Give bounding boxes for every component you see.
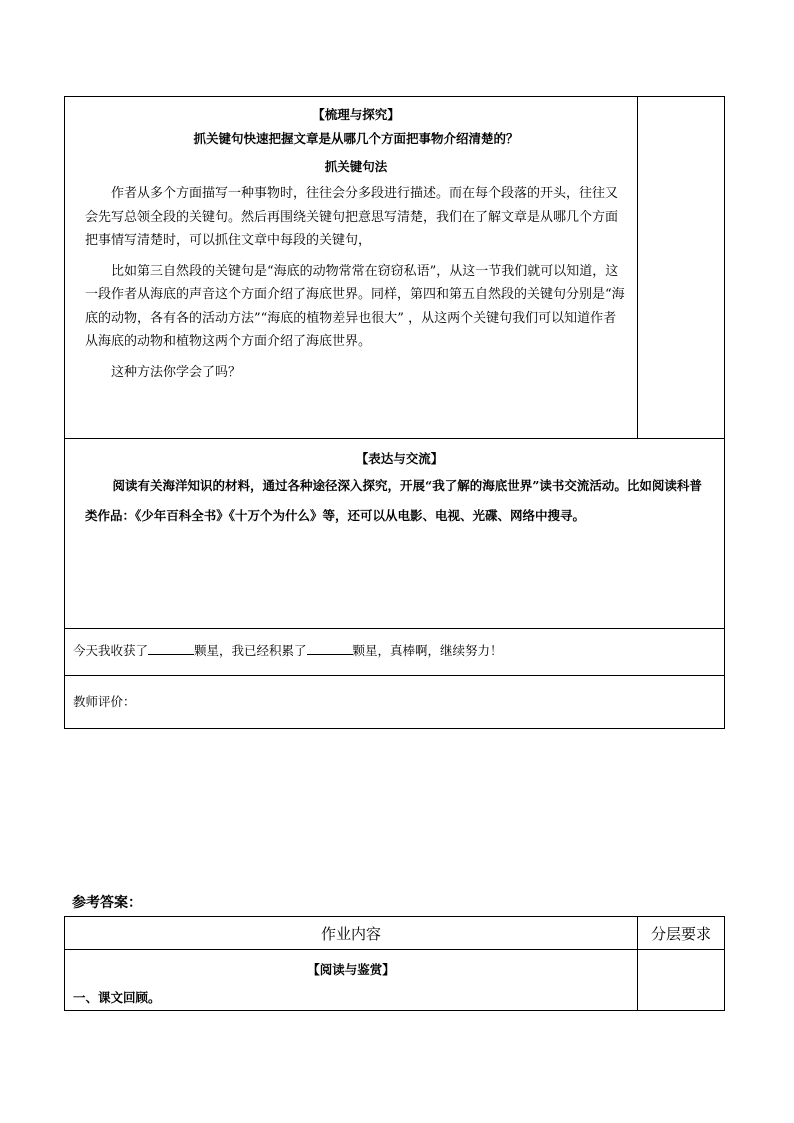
explore-section	[65, 97, 638, 439]
stars-text-1: 今天我收获了	[73, 643, 149, 658]
method-paragraph-2: 比如第三自然段的关键句是“海底的动物常常在窃窃私语”，从这一节我们就可以知道，这一段作者从海底的声音这个方面介绍了海底世界。同样，第四和第五自然段的关键句分别是“海底的动物，各有各的活动方法”“海底的植物差异也很大” ，从这两个关键句我们可以知道作者从海底的动物和植物这两个方面介绍了海底世界。	[85, 263, 625, 349]
answers-content-cell	[65, 950, 638, 1011]
stars-row	[65, 629, 725, 676]
stars-earned-blank[interactable]	[148, 642, 194, 655]
teacher-eval-row	[65, 676, 725, 729]
stars-text-2: 颗星，我已经积累了	[194, 643, 307, 658]
worksheet-table	[64, 96, 725, 729]
reading-heading: 【阅读与鉴赏】	[307, 962, 395, 977]
answers-table	[64, 916, 725, 1011]
answers-label: 参考答案：	[72, 895, 142, 911]
requirement-cell	[638, 97, 725, 439]
teacher-eval-label: 教师评价：	[73, 694, 136, 709]
method-title: 抓关键句法	[324, 159, 388, 174]
explore-question: 抓关键句快速把握文章是从哪几个方面把事物介绍清楚的？	[193, 131, 519, 146]
explore-heading: 【梳理与探究】	[312, 107, 400, 122]
col-requirement-header: 分层要求	[638, 917, 725, 950]
review-item: 一、课文回顾。	[73, 990, 161, 1005]
answers-requirement-cell	[638, 950, 725, 1011]
express-section	[65, 439, 725, 629]
col-content-header: 作业内容	[65, 917, 638, 950]
express-paragraph: 阅读有关海洋知识的材料，通过各种途径深入探究，开展“我了解的海底世界”读书交流活动。比如阅读科普类作品：《少年百科全书》《十万个为什么》等，还可以从电影、电视、光碟、网络中搜寻。	[85, 478, 702, 523]
method-paragraph-1: 作者从多个方面描写一种事物时，往往会分多段进行描述。而在每个段落的开头，往往又会先写总领全段的关键句。然后再围绕关键句把意思写清楚，我们在了解文章是从哪几个方面把事情写清楚时，可以抓住文章中每段的关键句，	[85, 186, 619, 248]
method-paragraph-3: 这种方法你学会了吗？	[111, 364, 242, 380]
stars-text-3: 颗星，真棒啊，继续努力！	[352, 643, 503, 658]
express-heading: 【表达与交流】	[355, 451, 444, 466]
stars-total-blank[interactable]	[307, 642, 353, 655]
